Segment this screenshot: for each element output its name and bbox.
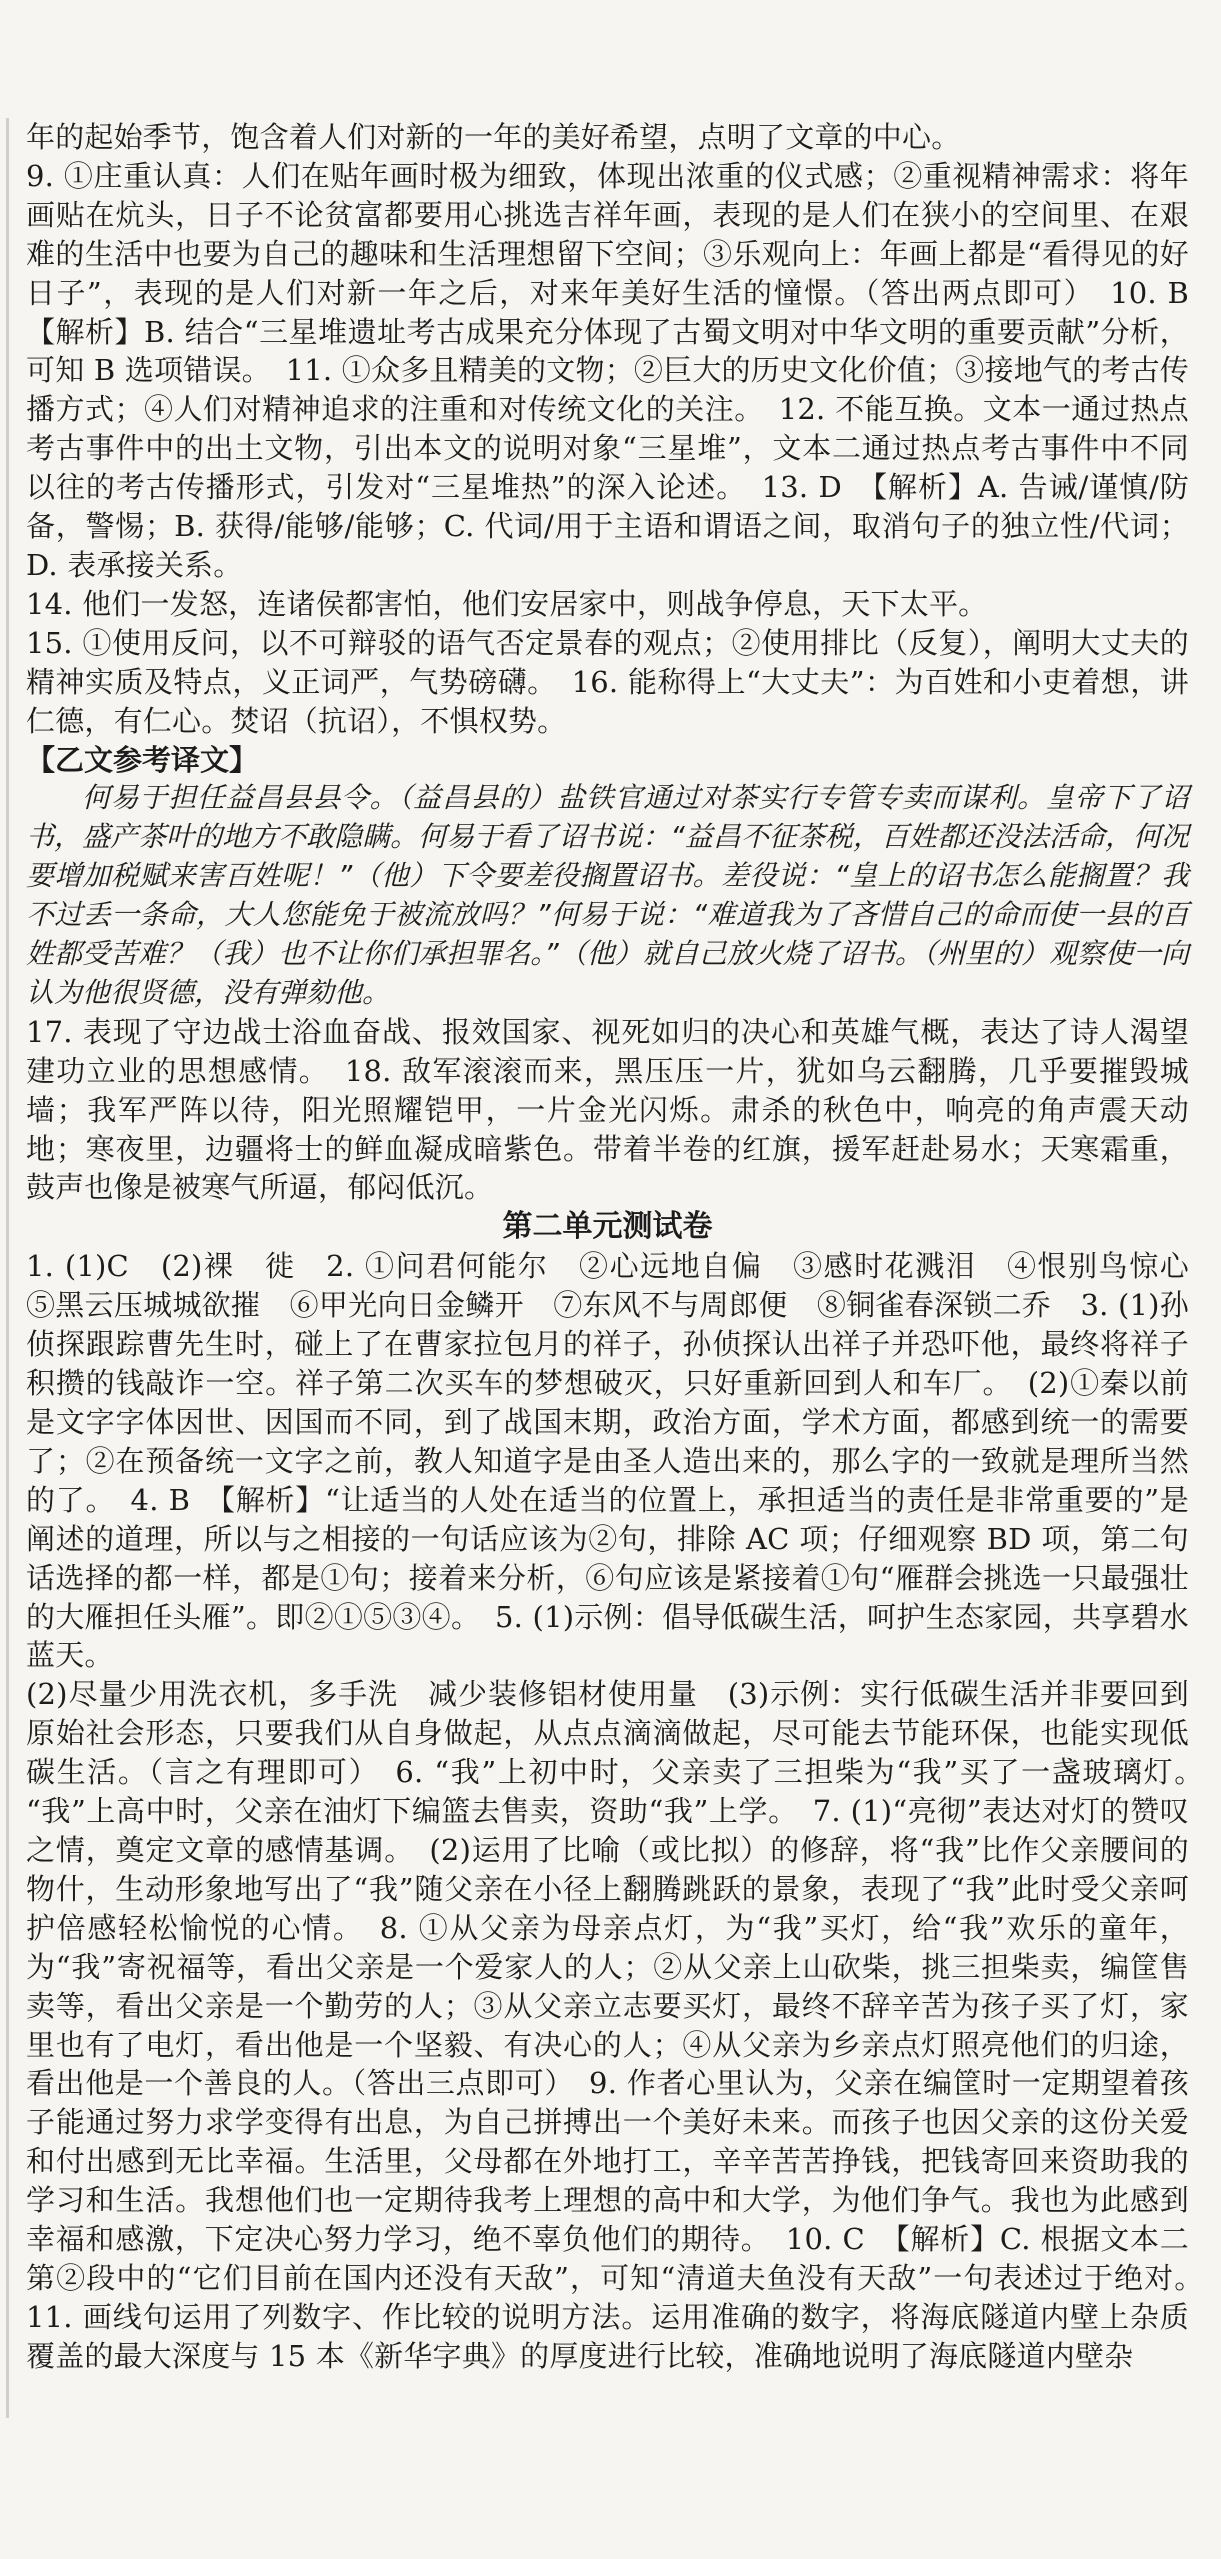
paragraph-answer-15-16: 15. ①使用反问，以不可辩驳的语气否定景春的观点；②使用排比（反复），阐明大丈夫的精神实质及特点，义正词严，气势磅礴。 16. 能称得上“大丈夫”：为百姓和小吏着想，讲仁德，有仁心。焚诏（抗诏），不惧权势。	[26, 625, 1189, 738]
binding-margin-rule	[6, 118, 9, 2418]
unit-title: 第二单元测试卷	[502, 1209, 713, 1245]
paragraph-unit2-answers-1-5: 1. (1)C (2)裸 徙 2. ①问君何能尔 ②心远地自偏 ③感时花溅泪 ④恨别鸟惊心 ⑤黑云压城城欲摧 ⑥甲光向日金鳞开 ⑦东风不与周郎便 ⑧铜雀春深锁二乔 3. (1)孙侦探跟踪曹先生时，碰上了在曹家拉包月的祥子，孙侦探认出祥子并恐吓他，最终将祥子积攒的钱敲诈一空。祥子第二次买车的梦想破灭，只好重新回到人和车厂。 (2)①秦以前是文字字体因世、因国而不同，到了战国末期，政治方面，学术方面，都感到统一的需要了；②在预备统一文字之前，教人知道字是由圣人造出来的，那么字的一致就是理所当然的了。 4. B 【解析】“让适当的人处在适当的位置上，承担适当的责任是非常重要的”是阐述的道理，所以与之相接的一句话应该为②句，排除 AC 项；仔细观察 BD 项，第二句话选择的都一样，都是①句；接着来分析，⑥句应该是紧接着①句“雁群会挑选一只最强壮的大雁担任头雁”。即②①⑤③④。 5. (1)示例：倡导低碳生活，呵护生态家园，共享碧水蓝天。	[26, 1249, 1219, 1673]
translation-text: 何易于担任益昌县县令。（益昌县的）盐铁官通过对茶实行专管专卖而谋利。皇帝下了诏书，盛产茶叶的地方不敢隐瞒。何易于看了诏书说：“益昌不征茶税，百姓都还没法活命，何况要增加税赋来害百姓呢！”（他）下令要差役搁置诏书。差役说：“皇上的诏书怎么能搁置？我不过丢一条命，大人您能免于被流放吗？”何易于说：“难道我为了吝惜自己的命而使一县的百姓都受苦难？（我）也不让你们承担罪名。”（他）就自己放火烧了诏书。（州里的）观察使一向认为他很贤德，没有弹劾他。	[26, 781, 1189, 1009]
paragraph-answer-9-13: 9. ①庄重认真：人们在贴年画时极为细致，体现出浓重的仪式感；②重视精神需求：将年画贴在炕头，日子不论贫富都要用心挑选吉祥年画，表现的是人们在狭小的空间里、在艰难的生活中也要为自己的趣味和生活理想留下空间；③乐观向上：年画上都是“看得见的好日子”，表现的是人们对新一年之后，对来年美好生活的憧憬。（答出两点即可） 10. B 【解析】B. 结合“三星堆遗址考古成果充分体现了古蜀文明对中华文明的重要贡献”分析，可知 B 选项错误。 11. ①众多且精美的文物；②巨大的历史文化价值；③接地气的考古传播方式；④人们对精神追求的注重和对传统文化的关注。 12. 不能互换。文本一通过热点考古事件中的出土文物，引出本文的说明对象“三星堆”，文本二通过热点考古事件中不同以往的考古传播形式，引发对“三星堆热”的深入论述。 13. D 【解析】A. 告诫/谨慎/防备，警惕；B. 获得/能够/能够；C. 代词/用于主语和谓语之间，取消句子的独立性/代词；D. 表承接关系。	[26, 158, 1219, 582]
paragraph-unit2-answers-5-11: (2)尽量少用洗衣机，多手洗 减少装修铝材使用量 (3)示例：实行低碳生活并非要回到原始社会形态，只要我们从自身做起，从点点滴滴做起，尽可能去节能环保，也能实现低碳生活。（言之有理即可） 6. “我”上初中时，父亲卖了三担柴为“我”买了一盏玻璃灯。 “我”上高中时，父亲在油灯下编篮去售卖，资助“我”上学。 7. (1)“亮彻”表达对灯的赞叹之情，奠定文章的感情基调。 (2)运用了比喻（或比拟）的修辞，将“我”比作父亲腰间的物什，生动形象地写出了“我”随父亲在小径上翻腾跳跃的景象，表现了“我”此时受父亲呵护倍感轻松愉悦的心情。 8. ①从父亲为母亲点灯，为“我”买灯，给“我”欢乐的童年，为“我”寄祝福等，看出父亲是一个爱家人的人；②从父亲上山砍柴，挑三担柴卖，编筐售卖等，看出父亲是一个勤劳的人；③从父亲立志要买灯，最终不辞辛苦为孩子买了灯，家里也有了电灯，看出他是一个坚毅、有决心的人；④从父亲为乡亲点灯照亮他们的归途，看出他是一个善良的人。（答出三点即可） 9. 作者心里认为，父亲在编筐时一定期望着孩子能通过努力求学变得有出息，为自己拼搏出一个美好未来。而孩子也因父亲的这份关爱和付出感到无比幸福。生活里，父母都在外地打工，辛辛苦苦挣钱，把钱寄回来资助我的学习和生活。我想他们也一定期待我考上理想的高中和大学，为他们争气。我也为此感到幸福和感激，下定决心努力学习，绝不辜负他们的期待。 10. C 【解析】C. 根据文本二第②段中的“它们目前在国内还没有天敌”，可知“清道夫鱼没有天敌”一句表述过于绝对。 11. 画线句运用了列数字、作比较的说明方法。运用准确的数字，将海底隧道内壁上杂质覆盖的最大深度与 15 本《新华字典》的厚度进行比较，准确地说明了海底隧道内壁杂	[26, 1677, 1219, 2373]
paragraph-intro: 年的起始季节，饱含着人们对新的一年的美好希望，点明了文章的中心。	[26, 120, 961, 154]
paragraph-answer-14: 14. 他们一发怒，连诸侯都害怕，他们安居家中，则战争停息，天下太平。	[26, 586, 988, 621]
paragraph-answer-17-18: 17. 表现了守边战士浴血奋战、报效国家、视死如归的决心和英雄气概，表达了诗人渴望建功立业的思想感情。 18. 敌军滚滚而来，黑压压一片，犹如乌云翻腾，几乎要摧毁城墙；我军严阵以待，阳光照耀铠甲，一片金光闪烁。肃杀的秋色中，响亮的角声震天动地；寒夜里，边疆将士的鲜血凝成暗紫色。带着半卷的红旗，援军赶赴易水；天寒霜重，鼓声也像是被寒气所逼，郁闷低沉。	[26, 1014, 1189, 1205]
translation-heading: 【乙文参考译文】	[26, 742, 259, 777]
answer-content	[26, 118, 1219, 2376]
